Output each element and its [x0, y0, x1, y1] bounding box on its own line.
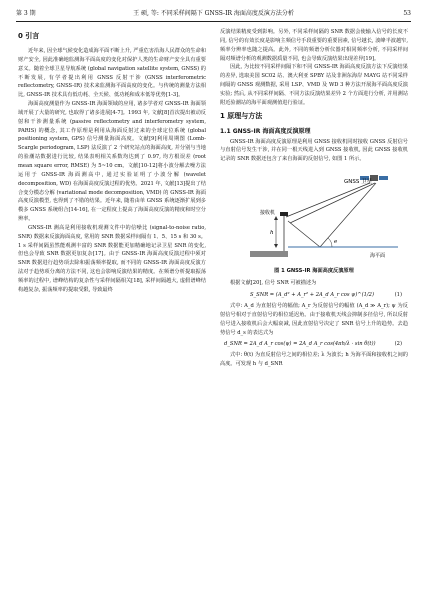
left-column — [18, 28, 206, 295]
shore-block — [250, 251, 288, 257]
equation-1 — [220, 289, 408, 301]
incident-signal-line — [320, 183, 376, 247]
elevation-label: e — [334, 239, 338, 246]
figure-caption: 图 1 GNSS-IR 海面高度反演原理 — [274, 268, 354, 275]
paragraph: GNSS-IR 测高是利用接收机观测文件中的信噪比 (signal-to-noise ratio, SNR) 数据来反演海面高度, 常用的 SNR 数据采样间隔有 1、5、15 s 和 30 s。1 s 采样间隔虽然能观测丰富的 SNR 数据能更加精确地记录卫星 SNR 的变化, 但也会导致 SNR 数据更加复杂[17]。由于 GNSS-IR 海面高度反演过程中须对 SNR 数据进行趋势项去除和振荡频率提取, 而不同的 GNSS-IR 海面高度反演方法对于趋势项分离的方法不同, 这也会影响反演结果的精度。在频谱分析提取振荡频率的过程中, 谱峰结构的复杂性与采样间隔相关[18], 采样间隔越大, 虚假谱峰结构越复杂, 振荡频率的提取受限, 导致最终 — [18, 224, 206, 293]
sea-surface-label: 海平面 — [370, 253, 386, 260]
elevation-angle-arc — [328, 238, 332, 247]
gnss-ir-diagram — [220, 167, 408, 265]
height-arrow-head-up — [274, 216, 278, 220]
height-label: h — [270, 230, 274, 237]
figure-1 — [220, 167, 408, 265]
paragraph: 因此, 为比较不同采样间隔下和不同 GNSS-IR 海面高度反演方法下反演结果的差异, 选取美国 SC02 站、澳大利亚 SPBY 站及非洲东海岸 MAYG 站不同采样间隔的 GNSS 观测数据, 采用 LSP、VMD 及 WD 3 种方法开展海平面高度反演实验; 然后, 从不同采样间隔、不同方法反演结果差异 2 个方面进行分析, 并用测站附近验潮站的海平面观测值进行验证。 — [220, 64, 408, 106]
equation-number: (2) — [394, 341, 402, 348]
receiver-label: 接收机 — [260, 210, 276, 217]
page-header — [16, 8, 411, 20]
direct-signal-line — [286, 183, 370, 217]
paragraph: 近年来, 因全球气候变化造成海平面不断上升, 严重危害沿海人民群众的生命和财产安全, 因此准确地监测海平面高度的变化对保护人类的生命财产安全具有重要意义。随着全球卫星导航系统 (global navigation satellite system, GNSS) 的不断发展, 有学者提出利用 GNSS 反射干涉 (GNSS interferometric reflectometry, GNSS-IR) 技术来监测海平面高度的变化。与传统的测量方法相比, GNSS-IR 技术具有低功耗、全天候、低功耗和成本低等优势[1-3]。 — [18, 48, 206, 99]
equation-2 — [220, 338, 408, 350]
direct-signal-line — [290, 183, 375, 223]
running-title: 王 硕, 等: 不同采样间隔下 GNSS-IR 海面高度反演方法分析 — [133, 10, 294, 17]
right-column — [220, 28, 408, 369]
paragraph: GNSS-IR 海面高度反演原理是利用 GNSS 接收机同时接收 GNSS 反射信号与直射信号发生干涉, 并在同一根天线进入到 GNSS 接收机, 因此 GNSS 接收机记录的 SNR 数据还包含了来自海面的反射信号, 如图 1 所示。 — [220, 138, 408, 163]
paragraph: 海面高度测量作为 GNSS-IR 海面领域的应用, 诸多学者对 GNSS-IR 海面领域开展了大量的研究, 也取得了诸多进展[4-7]。1993 年, 文献[8]首次提出被动反射和干涉测量系统 (passive reflectometry and interferometry system, PARIS) 的概念, 其工作原理是利用从海面反射过来的全球定位系统 (global positioning system, GPS) 信号测量海面高度。文献[9]利用周期图 (Lomb-Scargle periodogram, LSP) 法反演了 2 个研究站点的海面高度, 并分别与当地的验潮站数据进行比较, 结果表明相关系数均达到了 0.97, 均方根误差 (root mean square error, RMSE) 为 5~10 cm。文献[10-12]将小波分解去噪方法运用于 GNSS-IR 海面测高中, 通过实验证明了小波分解 (wavelet decomposition, WD) 在海面高度反演过程的优势。2021 年, 文献[13]提出了结合变分模态分解 (variational mode decomposition, VMD) 的 GNSS-IR 海面高度反演模型, 也得到了不错的结果。近年来, 随着由单 GNSS 系统逐渐扩展到多模多 GNSS 系统组合[14-16], 在一定程度上提高了海面高度反演的精度和时空分辨率。 — [18, 101, 206, 223]
issue-number: 第 3 期 — [16, 10, 36, 17]
satellite-label: GNSS 卫星 — [344, 179, 373, 186]
reflected-signal-line — [288, 221, 320, 247]
subsection-title: 1.1 GNSS-IR 海面高度反演原理 — [220, 127, 311, 135]
receiver-antenna-icon — [280, 212, 288, 216]
page-number: 53 — [403, 10, 411, 17]
section-title-introduction: 0 引言 — [18, 32, 40, 40]
paragraph: 式中: θ(t) 为直反射信号之间的相位差; λ 为波长; h 为海平面和接收机之间的高度。可发现 h 与 d_SNR — [220, 352, 408, 368]
paragraph: 根据文献[20], 信号 SNR 可被描述为 — [230, 280, 317, 287]
header-rule — [16, 21, 411, 22]
section-title-principles: 1 原理与方法 — [220, 111, 263, 120]
equation-body: d_SNR = 2A_d A_r cos(ψ) = 2A_d A_r cos(4πh/λ · sin θ(t)) — [224, 341, 376, 348]
paragraph: 式中: A_d 为直射信号的幅值; A_r 为反射信号的幅值 (A_d ≫ A_r); ψ 为反射信号相对于直射信号的相位延迟角。由于接收机天线会抑制多径信号, 所以反射信号进入接收机后会大幅衰减, 因此直射信号决定了 SNR 信号上升的趋势。去趋势信号 d_s 的表达式为 — [220, 302, 408, 336]
paragraph: 反演结果精度受到影响。另外, 不同采样间隔的 SNR 数据会使输入信号的长度不同, 信号的有效长度是影响主频信号手段重要的重要因素, 信号越长, 波峰半波越窄, 频率分辨率也随之提高。此外, 不同的频谱分析仪器对相同频率分析, 不同采样间隔对频谱分析的观测数据质量不同, 也会导致反演结果出现差异[19]。 — [220, 29, 408, 62]
equation-number: (1) — [394, 291, 402, 298]
height-arrow-head-down — [274, 244, 278, 248]
equation-body: S_SNR = (A_d² + A_r² + 2A_d A_r cos ψ)^(1/2) — [250, 291, 374, 298]
